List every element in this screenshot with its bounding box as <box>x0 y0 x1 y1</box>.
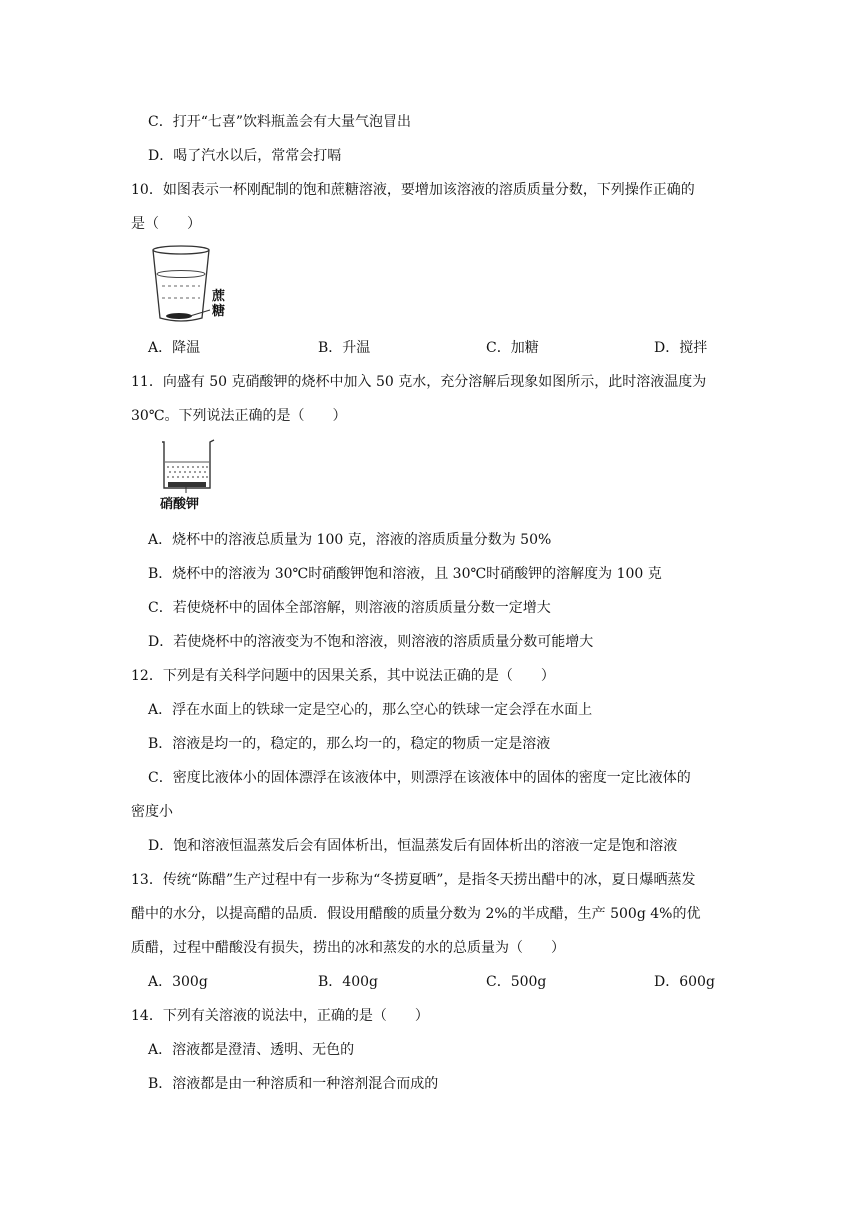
q10-figure-label-1: 蔗 <box>212 289 226 304</box>
q13-option-a: A．300g <box>148 974 208 990</box>
q9-option-d: D．喝了汽水以后，常常会打嗝 <box>148 148 342 164</box>
q11-figure-label: 硝酸钾 <box>160 497 200 512</box>
q14-stem: 14．下列有关溶液的说法中，正确的是（ ） <box>131 1008 429 1024</box>
q11-figure-beaker <box>158 438 228 516</box>
q10-figure-sugar-solution-glass <box>150 244 240 324</box>
q13-option-b: B．400g <box>318 974 378 990</box>
q11-option-d: D．若使烧杯中的溶液变为不饱和溶液，则溶液的溶质质量分数可能增大 <box>148 634 594 650</box>
q14-option-b: B．溶液都是由一种溶质和一种溶剂混合而成的 <box>148 1076 439 1092</box>
q13-option-c: C．500g <box>486 974 547 990</box>
q11-option-a: A．烧杯中的溶液总质量为 100 克，溶液的溶质质量分数为 50% <box>148 532 552 548</box>
q12-option-b: B．溶液是均一的，稳定的，那么均一的，稳定的物质一定是溶液 <box>148 736 551 752</box>
q12-option-c-line-1: C．密度比液体小的固体漂浮在该液体中，则漂浮在该液体中的固体的密度一定比液体的 <box>148 770 691 786</box>
q10-figure-label-2: 糖 <box>212 304 226 319</box>
q13-stem-line-3: 质醋，过程中醋酸没有损失，捞出的冰和蒸发的水的总质量为（ ） <box>131 940 565 956</box>
q11-option-c: C．若使烧杯中的固体全部溶解，则溶液的溶质质量分数一定增大 <box>148 600 551 616</box>
q10-stem-line-1: 10．如图表示一杯刚配制的饱和蔗糖溶液，要增加该溶液的溶质质量分数，下列操作正确的 <box>131 182 695 198</box>
beaker-with-potassium-nitrate-icon <box>158 438 228 494</box>
q13-stem-line-1: 13．传统“陈醋”生产过程中有一步称为“冬捞夏晒”，是指冬天捞出醋中的冰，夏日爆晒蒸发 <box>131 872 696 888</box>
q13-stem-line-2: 醋中的水分，以提高醋的品质．假设用醋酸的质量分数为 2%的半成醋，生产 500g 4%的优 <box>131 906 701 922</box>
q12-stem: 12．下列是有关科学问题中的因果关系，其中说法正确的是（ ） <box>131 668 555 684</box>
q10-option-c: C．加糖 <box>486 340 539 356</box>
q9-option-c: C．打开“七喜”饮料瓶盖会有大量气泡冒出 <box>148 114 412 130</box>
q14-option-a: A．溶液都是澄清、透明、无色的 <box>148 1042 355 1058</box>
q12-option-c-line-2: 密度小 <box>131 804 173 820</box>
q10-stem-line-2: 是（ ） <box>131 216 201 232</box>
q11-stem-line-2: 30℃。下列说法正确的是（ ） <box>131 408 347 424</box>
q11-option-b: B．烧杯中的溶液为 30℃时硝酸钾饱和溶液，且 30℃时硝酸钾的溶解度为 100 克 <box>148 566 662 582</box>
glass-of-sugar-solution-icon <box>150 244 240 324</box>
q10-option-b: B．升温 <box>318 340 371 356</box>
q10-option-d: D．搅拌 <box>654 340 708 356</box>
q12-option-a: A．浮在水面上的铁球一定是空心的，那么空心的铁球一定会浮在水面上 <box>148 702 593 718</box>
q11-stem-line-1: 11．向盛有 50 克硝酸钾的烧杯中加入 50 克水，充分溶解后现象如图所示，此时溶液温度为 <box>131 374 707 390</box>
q13-option-d: D．600g <box>654 974 715 990</box>
q12-option-d: D．饱和溶液恒温蒸发后会有固体析出，恒温蒸发后有固体析出的溶液一定是饱和溶液 <box>148 838 678 854</box>
q10-option-a: A．降温 <box>148 340 201 356</box>
